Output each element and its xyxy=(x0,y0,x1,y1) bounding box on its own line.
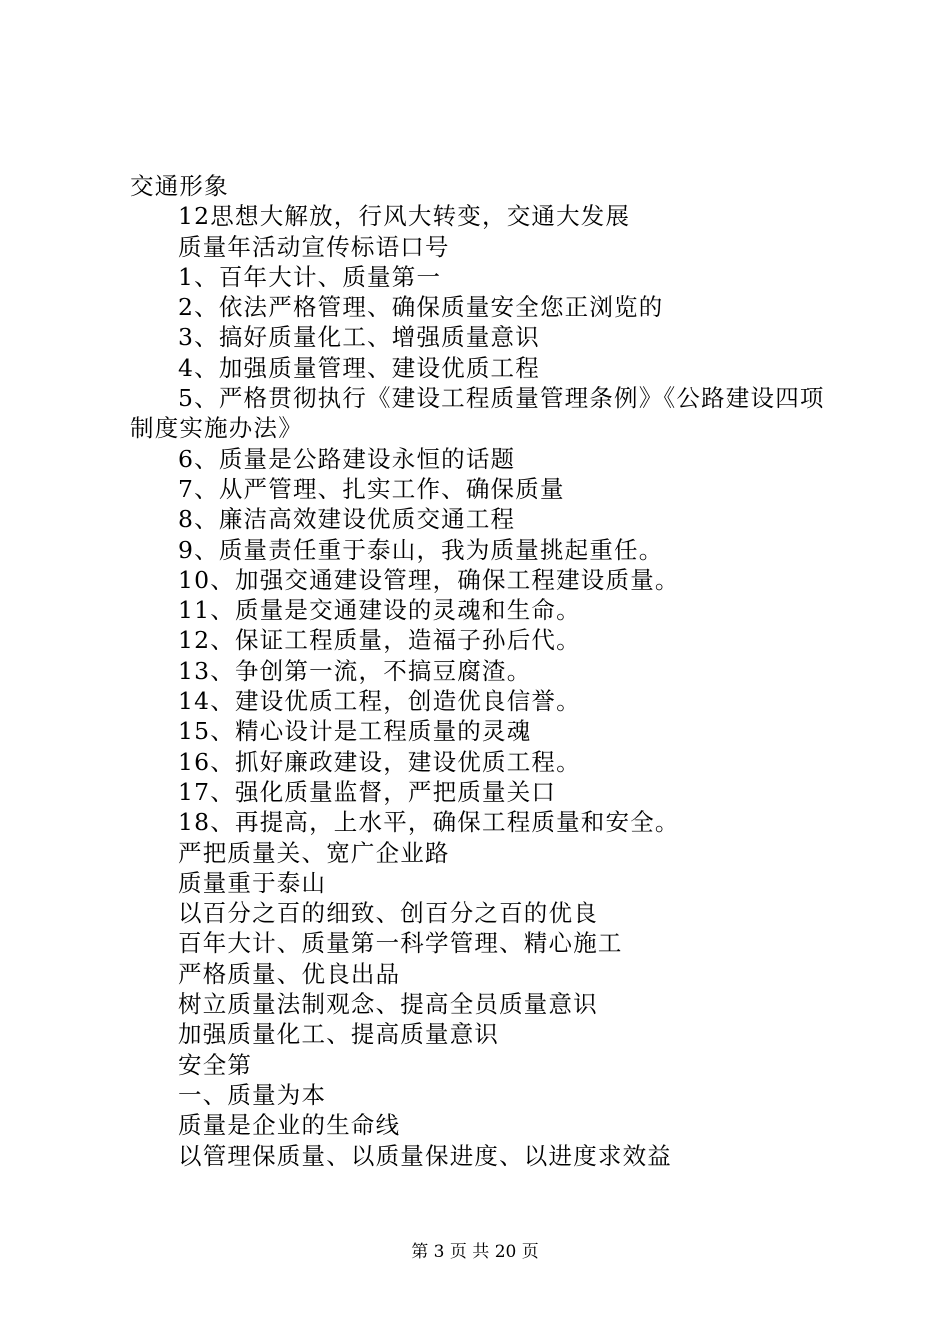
slogan-item: 10、加强交通建设管理，确保工程建设质量。 xyxy=(178,565,680,594)
slogan-item: 7、从严管理、扎实工作、确保质量 xyxy=(178,474,565,503)
slogan-item: 4、加强质量管理、建设优质工程 xyxy=(178,353,540,382)
text-line: 12思想大解放，行风大转变，交通大发展 xyxy=(178,202,631,231)
slogan-item: 13、争创第一流，不搞豆腐渣。 xyxy=(178,656,532,685)
slogan-item: 14、建设优质工程，创造优良信誉。 xyxy=(178,687,581,716)
slogan-item: 16、抓好廉政建设，建设优质工程。 xyxy=(178,747,581,776)
page-number-footer: 第 3 页 共 20 页 xyxy=(411,1242,539,1262)
slogan-item: 8、廉洁高效建设优质交通工程 xyxy=(178,505,516,534)
slogan-item: 17、强化质量监督，严把质量关口 xyxy=(178,777,557,806)
text-line: 以百分之百的细致、创百分之百的优良 xyxy=(178,899,598,928)
slogan-item: 15、精心设计是工程质量的灵魂 xyxy=(178,717,532,746)
slogan-item: 9、质量责任重于泰山，我为质量挑起重任。 xyxy=(178,535,664,564)
text-line: 一、质量为本 xyxy=(178,1080,327,1109)
slogan-item: 1、百年大计、质量第一 xyxy=(178,262,442,291)
text-line: 质量是企业的生命线 xyxy=(178,1111,401,1140)
section-heading: 质量年活动宣传标语口号 xyxy=(178,232,450,261)
text-line: 严格质量、优良出品 xyxy=(178,959,401,988)
slogan-item: 12、保证工程质量，造福子孙后代。 xyxy=(178,626,581,655)
text-line: 严把质量关、宽广企业路 xyxy=(178,838,450,867)
slogan-item: 3、搞好质量化工、增强质量意识 xyxy=(178,323,540,352)
document-body xyxy=(130,171,835,1171)
text-line: 质量重于泰山 xyxy=(178,868,327,897)
slogan-item: 18、再提高，上水平，确保工程质量和安全。 xyxy=(178,808,680,837)
slogan-item: 11、质量是交通建设的灵魂和生命。 xyxy=(178,596,581,625)
text-line: 安全第 xyxy=(178,1050,253,1079)
slogan-item: 5、严格贯彻执行《建设工程质量管理条例》《公路建设四项制度实施办法》 xyxy=(130,384,825,443)
text-line: 以管理保质量、以质量保进度、以进度求效益 xyxy=(178,1141,672,1170)
slogan-item: 2、依法严格管理、确保质量安全您正浏览的 xyxy=(178,293,664,322)
text-line: 加强质量化工、提高质量意识 xyxy=(178,1020,500,1049)
slogan-item: 6、质量是公路建设永恒的话题 xyxy=(178,444,516,473)
text-line: 百年大计、质量第一科学管理、精心施工 xyxy=(178,929,623,958)
text-line: 交通形象 xyxy=(130,172,229,200)
text-line: 树立质量法制观念、提高全员质量意识 xyxy=(178,990,598,1019)
